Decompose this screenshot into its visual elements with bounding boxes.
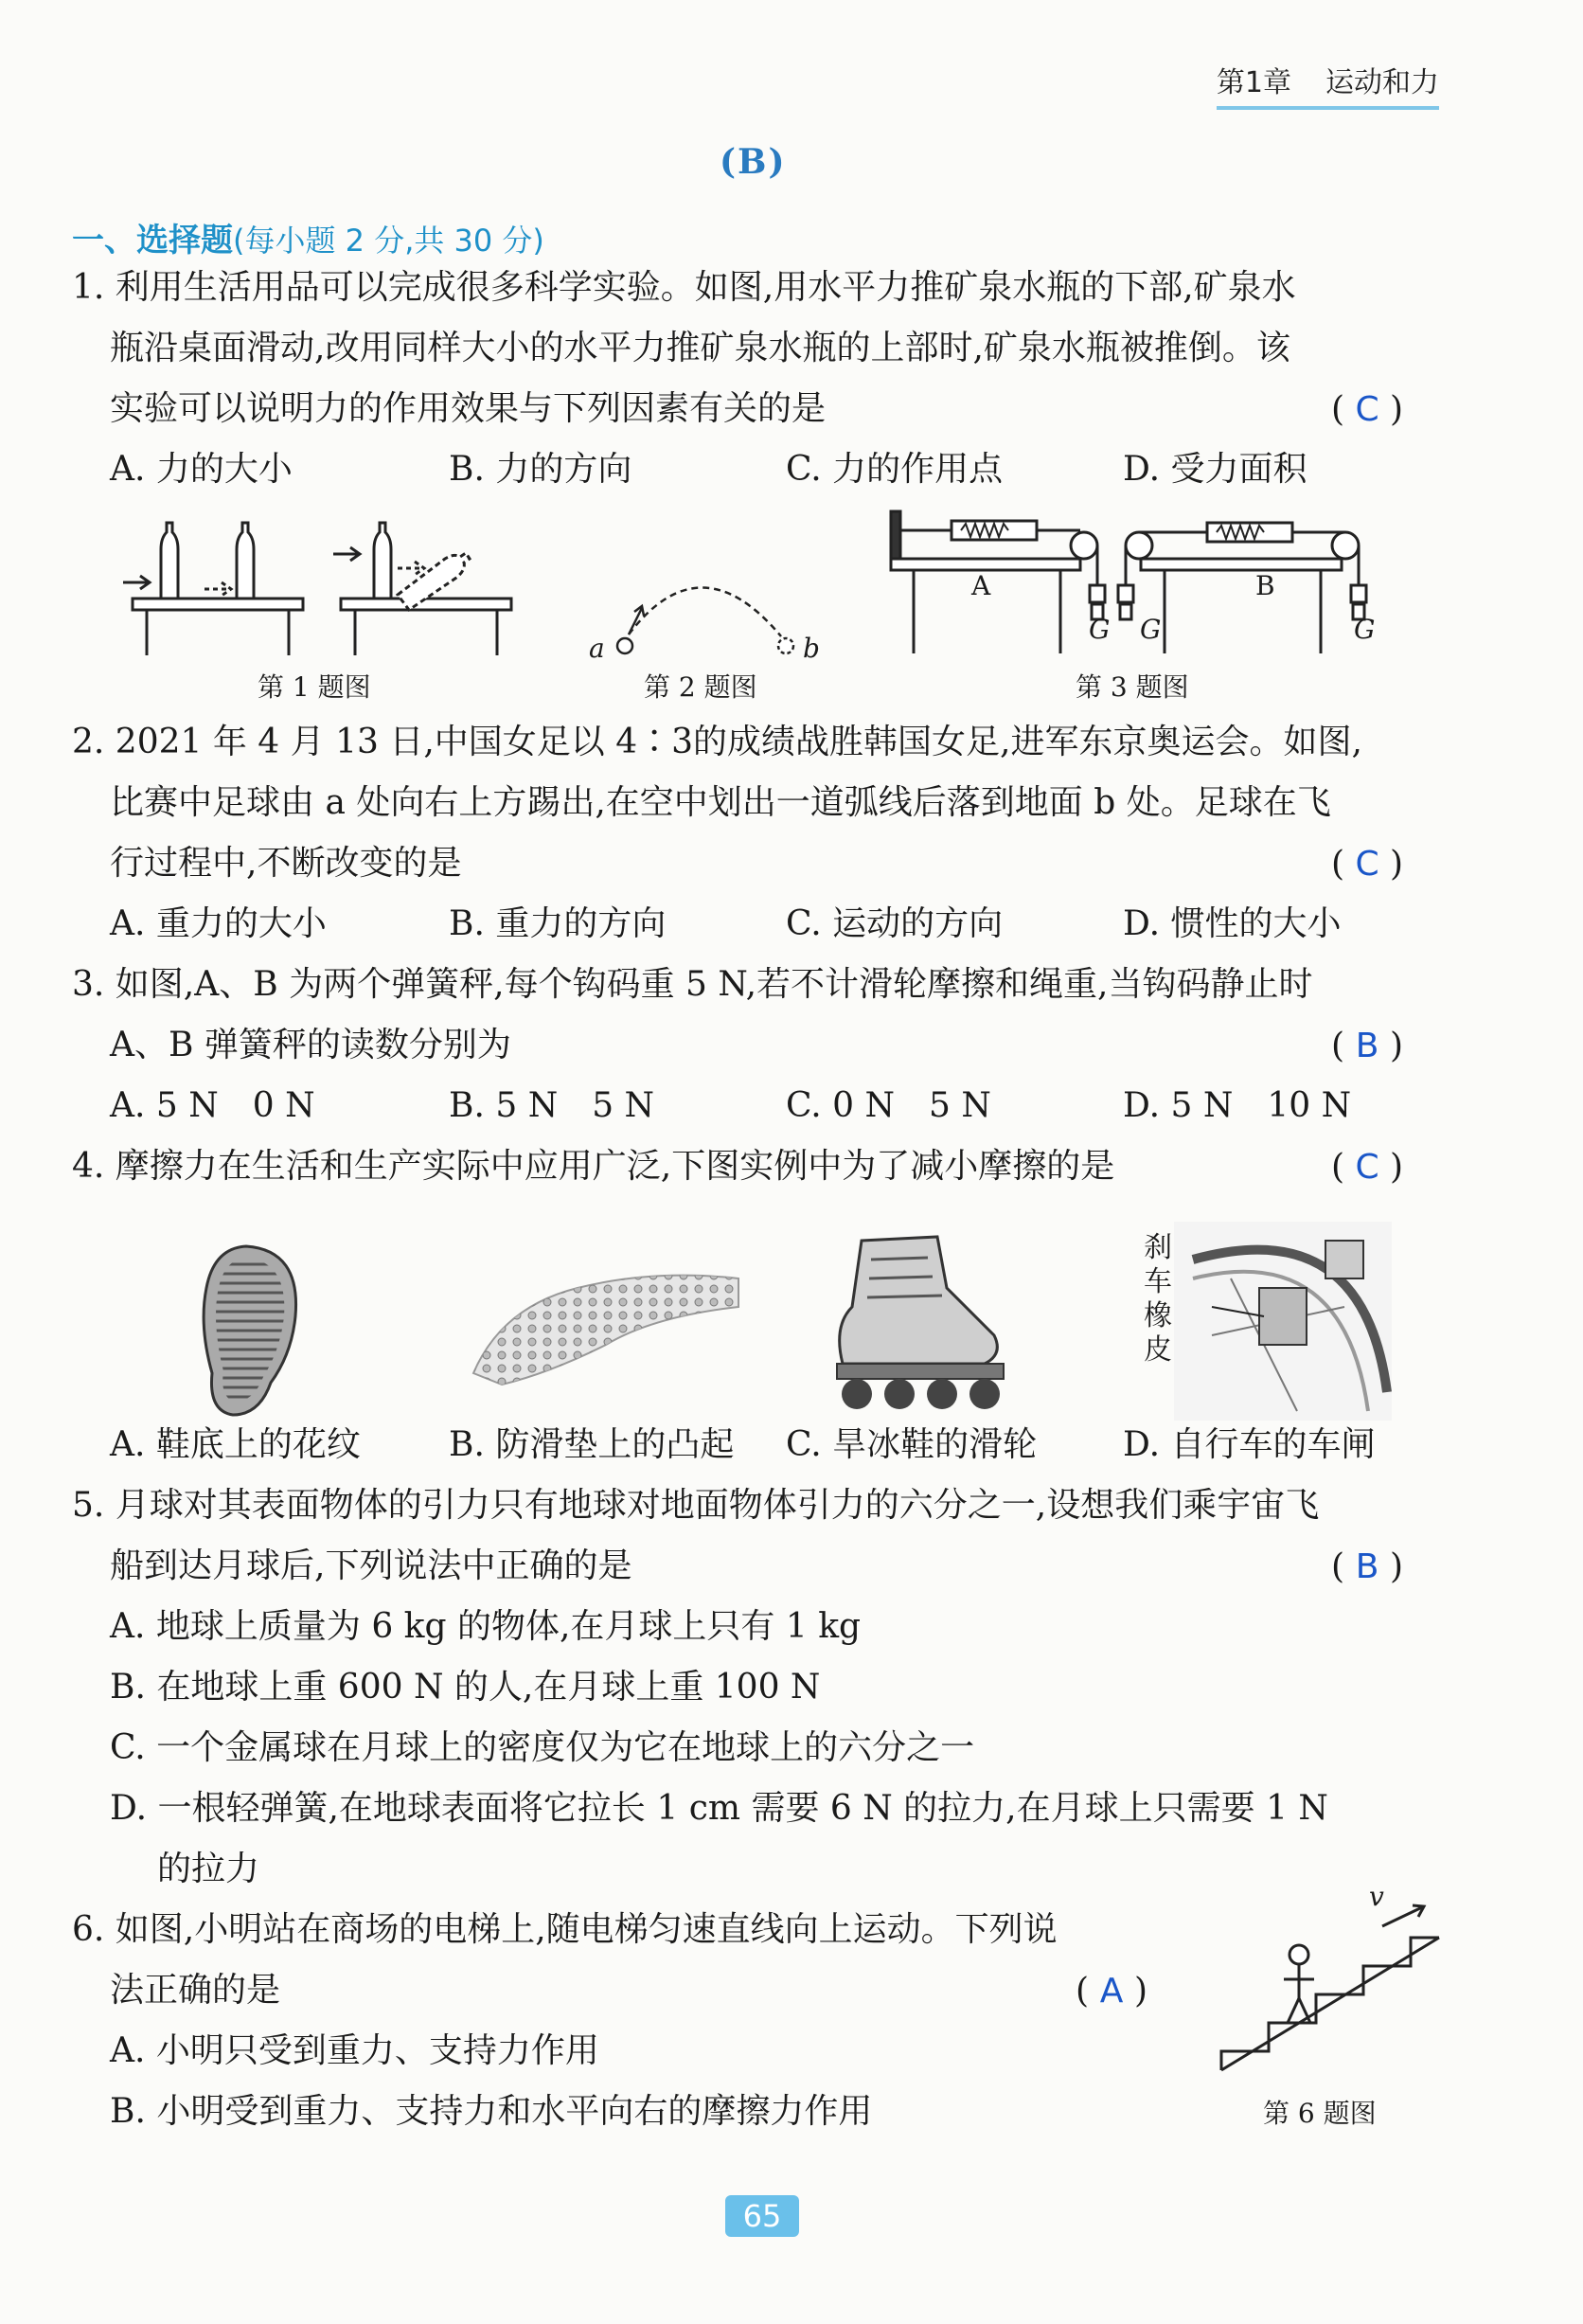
q3-option-d: D. 5 N 10 N xyxy=(1123,1086,1352,1125)
category-heading xyxy=(72,214,544,260)
chapter-number: 第1章 xyxy=(1216,66,1291,99)
q5-option-b: B. 在地球上重 600 N 的人,在月球上重 100 N xyxy=(110,1668,821,1707)
q4-line-1: 4. 摩擦力在生活和生产实际中应用广泛,下图实例中为了减小摩擦的是 xyxy=(72,1147,1115,1186)
figure-3-caption: 第 3 题图 xyxy=(1076,671,1189,703)
figure-3-label-B: B xyxy=(1255,570,1275,601)
q1-option-d: D. 受力面积 xyxy=(1123,450,1307,489)
q2-option-a: A. 重力的大小 xyxy=(110,904,327,943)
figure-2-caption: 第 2 题图 xyxy=(644,671,757,703)
figure-2-label-a: a xyxy=(589,633,605,664)
figure-2-label-b: b xyxy=(803,633,820,664)
q1-line-1: 1. 利用生活用品可以完成很多科学实验。如图,用水平力推矿泉水瓶的下部,矿泉水 xyxy=(72,268,1296,307)
figure-3-label-G1: G xyxy=(1089,614,1111,645)
q1-line-3: 实验可以说明力的作用效果与下列因素有关的是 xyxy=(110,389,827,428)
q1-option-c: C. 力的作用点 xyxy=(786,450,1004,489)
q1-option-b: B. 力的方向 xyxy=(449,450,632,489)
roller-skate-photo xyxy=(814,1231,1023,1421)
q2-answer: ( C ) xyxy=(1331,845,1404,884)
q4-answer: ( C ) xyxy=(1331,1148,1404,1187)
q6-line-1: 6. 如图,小明站在商场的电梯上,随电梯匀速直线向上运动。下列说 xyxy=(72,1910,1058,1949)
q6-line-2: 法正确的是 xyxy=(110,1971,281,2010)
category-title: 一、选择题 xyxy=(72,222,233,259)
brake-label-char-4: 皮 xyxy=(1144,1333,1172,1367)
q2-option-d: D. 惯性的大小 xyxy=(1123,904,1342,943)
q3-answer: ( B ) xyxy=(1331,1027,1404,1065)
q5-option-d-cont: 的拉力 xyxy=(157,1850,260,1888)
q5-option-a: A. 地球上质量为 6 kg 的物体,在月球上只有 1 kg xyxy=(110,1607,862,1646)
q5-option-c: C. 一个金属球在月球上的密度仅为它在地球上的六分之一 xyxy=(110,1728,975,1767)
q4-option-b: B. 防滑垫上的凸起 xyxy=(449,1425,735,1464)
q5-answer-letter: B xyxy=(1355,1547,1379,1586)
q6-option-b: B. 小明受到重力、支持力和水平向右的摩擦力作用 xyxy=(110,2092,873,2131)
q5-line-2: 船到达月球后,下列说法中正确的是 xyxy=(110,1546,632,1585)
q6-answer: ( A ) xyxy=(1076,1972,1148,2011)
chapter-title: 运动和力 xyxy=(1325,66,1439,99)
q2-line-1: 2. 2021 年 4 月 13 日,中国女足以 4∶3的成绩战胜韩国女足,进军东京奥运会。如图, xyxy=(72,723,1362,761)
figure-3-label-A: A xyxy=(971,570,991,601)
section-title: (B) xyxy=(720,142,787,182)
q4-option-d: D. 自行车的车闸 xyxy=(1123,1425,1376,1464)
q3-option-a: A. 5 N 0 N xyxy=(110,1086,315,1125)
running-header xyxy=(1217,59,1439,110)
q2-line-3: 行过程中,不断改变的是 xyxy=(110,844,462,883)
page-number: 65 xyxy=(725,2195,799,2237)
figure-6-escalator xyxy=(1212,1894,1449,2083)
figure-1-caption: 第 1 题图 xyxy=(258,671,371,703)
q5-option-d: D. 一根轻弹簧,在地球表面将它拉长 1 cm 需要 6 N 的拉力,在月球上只需要 1 N xyxy=(110,1789,1328,1828)
figure-3-label-G3: G xyxy=(1354,614,1376,645)
anti-slip-mat-photo xyxy=(464,1269,748,1392)
category-note: (每小题 2 分,共 30 分) xyxy=(233,223,544,259)
q5-line-1: 5. 月球对其表面物体的引力只有地球对地面物体引力的六分之一,设想我们乘宇宙飞 xyxy=(72,1486,1320,1525)
q3-line-1: 3. 如图,A、B 为两个弹簧秤,每个钩码重 5 N,若不计滑轮摩擦和绳重,当钩码静止时 xyxy=(72,965,1313,1004)
q1-answer-letter: C xyxy=(1355,390,1379,429)
q6-option-a: A. 小明只受到重力、支持力作用 xyxy=(110,2031,599,2070)
figure-6-velocity-label: v xyxy=(1369,1881,1384,1912)
brake-label-char-2: 车 xyxy=(1144,1265,1172,1298)
q1-answer: ( C ) xyxy=(1331,390,1404,429)
figure-2-trajectory xyxy=(587,559,824,663)
q4-option-a: A. 鞋底上的花纹 xyxy=(110,1425,361,1464)
q5-answer: ( B ) xyxy=(1331,1547,1404,1586)
figure-3-label-G2: G xyxy=(1140,614,1162,645)
brake-label-char-1: 刹 xyxy=(1144,1231,1172,1264)
figure-1-bottles xyxy=(123,511,521,663)
brake-label-char-3: 橡 xyxy=(1144,1299,1172,1332)
q1-option-a: A. 力的大小 xyxy=(110,450,293,489)
q2-option-c: C. 运动的方向 xyxy=(786,904,1004,943)
shoe-sole-photo xyxy=(180,1241,312,1421)
q1-line-2: 瓶沿桌面滑动,改用同样大小的水平力推矿泉水瓶的上部时,矿泉水瓶被推倒。该 xyxy=(110,329,1290,367)
q3-option-b: B. 5 N 5 N xyxy=(449,1086,655,1125)
q3-line-2: A、B 弹簧秤的读数分别为 xyxy=(110,1026,511,1064)
q3-option-c: C. 0 N 5 N xyxy=(786,1086,991,1125)
brake-rubber-label xyxy=(1142,1231,1174,1368)
figure-6-caption: 第 6 题图 xyxy=(1263,2098,1377,2129)
bicycle-brake-photo xyxy=(1174,1222,1392,1421)
q4-option-c: C. 旱冰鞋的滑轮 xyxy=(786,1425,1038,1464)
q4-answer-letter: C xyxy=(1355,1148,1379,1187)
q2-answer-letter: C xyxy=(1355,845,1379,884)
q3-answer-letter: B xyxy=(1355,1027,1379,1065)
q6-answer-letter: A xyxy=(1099,1972,1124,2011)
q2-option-b: B. 重力的方向 xyxy=(449,904,667,943)
q2-line-2: 比赛中足球由 a 处向右上方踢出,在空中划出一道弧线后落到地面 b 处。足球在飞 xyxy=(110,783,1331,822)
